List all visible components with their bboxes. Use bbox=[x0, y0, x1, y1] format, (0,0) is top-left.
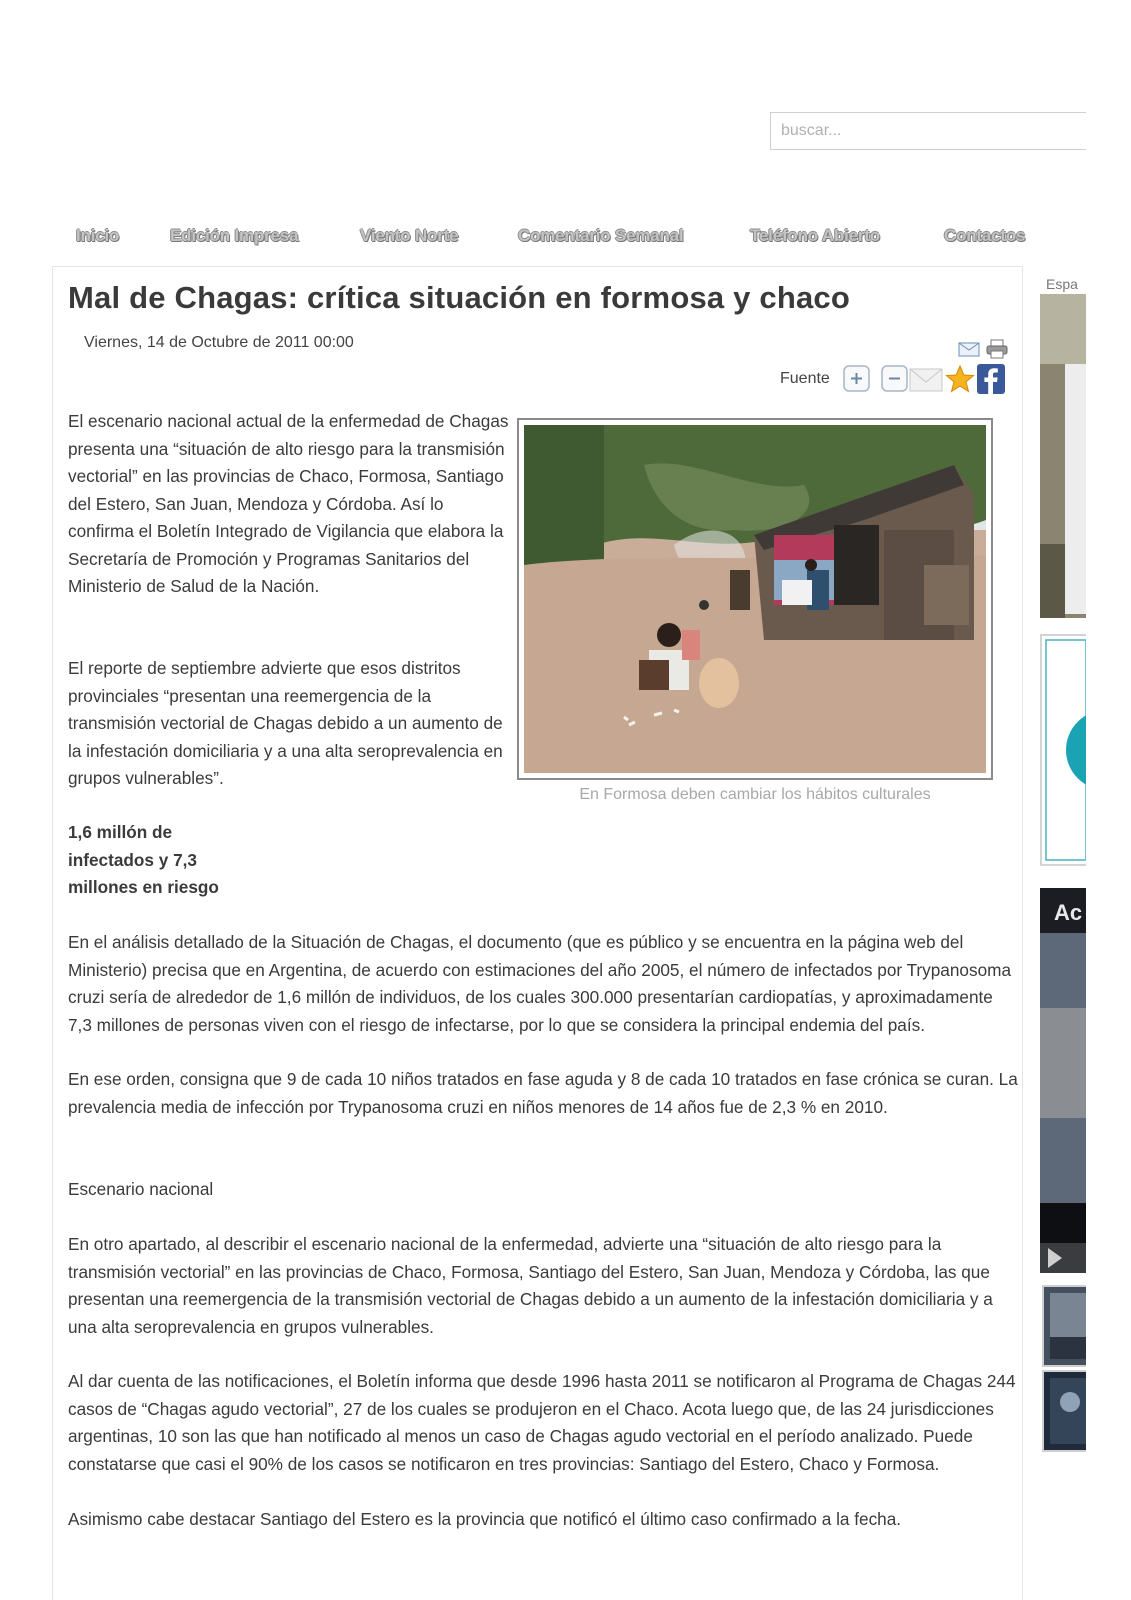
search-input[interactable] bbox=[770, 112, 1086, 150]
article-paragraph: El reporte de septiembre advierte que esos distritos provinciales “presentan una reemergencia de la transmisión vectorial de Chagas debido a un aumento de la infestación domiciliaria y a una alta seroprevalencia en grupos vulnerables”. bbox=[68, 658, 503, 788]
email-icon[interactable] bbox=[958, 342, 980, 357]
article-subheading: 1,6 millón de infectados y 7,3 millones en riesgo bbox=[68, 822, 219, 897]
envelope-icon[interactable] bbox=[908, 365, 944, 393]
facebook-icon[interactable] bbox=[977, 364, 1005, 394]
nav-item-telefono-abierto[interactable]: Teléfono Abierto bbox=[750, 226, 880, 245]
nav-item-inicio[interactable]: Inicio bbox=[76, 226, 120, 245]
nav-item-edicion-impresa[interactable]: Edición Impresa bbox=[170, 226, 299, 245]
article-paragraph: En otro apartado, al describir el escenario nacional de la enfermedad, advierte una “situación de alto riesgo para la transmisión vectorial” en las provincias de Chaco, Formosa, Santiago del Estero, San Juan, Mendoza y Córdoba, las que presentan una reemergencia de la transmisión vectorial de Chagas debido a un aumento de la infestación domiciliaria y a una alta seroprevalencia en grupos vulnerables. bbox=[68, 1234, 993, 1337]
video-thumbnail-image bbox=[1044, 1372, 1086, 1450]
sidebar-ad-banner[interactable] bbox=[1040, 634, 1086, 866]
video-thumbnail[interactable] bbox=[1042, 1285, 1086, 1367]
video-title: Ac bbox=[1054, 900, 1083, 925]
article-section-heading: Escenario nacional bbox=[68, 1179, 214, 1199]
sidebar-ad-image bbox=[1040, 294, 1086, 618]
sidebar-label: Espa bbox=[1046, 276, 1078, 292]
nav-item-contactos[interactable]: Contactos bbox=[944, 226, 1026, 245]
font-increase-icon[interactable] bbox=[843, 365, 870, 392]
font-decrease-icon[interactable] bbox=[881, 365, 908, 392]
article-photo bbox=[517, 418, 993, 780]
article-paragraph: En el análisis detallado de la Situación de Chagas, el documento (que es público y se encuentra en la página web del Ministerio) precisa que en Argentina, de acuerdo con estimaciones del año 2005, el número de infectados por Trypanosoma cruzi sería de alrededor de 1,6 millón de individuos, de los cuales 300.000 presentarían cardiopatías, y aproximadamente 7,3 millones de personas viven con el riesgo de infectarse, por lo que se considera la principal endemia del país. bbox=[68, 932, 1012, 1035]
video-thumbnail[interactable] bbox=[1042, 1370, 1086, 1452]
sidebar-banner-graphic bbox=[1042, 636, 1086, 864]
main-navigation bbox=[0, 226, 1131, 256]
video-thumbnail-image bbox=[1044, 1287, 1086, 1365]
nav-item-viento-norte[interactable]: Viento Norte bbox=[360, 226, 459, 245]
video-frame bbox=[1040, 888, 1086, 1273]
article-paragraph: Asimismo cabe destacar Santiago del Estero es la provincia que notificó el último caso confirmado a la fecha. bbox=[68, 1509, 902, 1529]
sidebar-video-player[interactable] bbox=[1040, 888, 1086, 1273]
article-date: Viernes, 14 de Octubre de 2011 00:00 bbox=[84, 334, 354, 351]
article-paragraph: Al dar cuenta de las notificaciones, el Boletín informa que desde 1996 hasta 2011 se notificaron al Programa de Chagas 244 casos de “Chagas agudo vectorial”, 27 de los cuales se produjeron en el Chaco. Acota luego que, de las 24 jurisdicciones argentinas, 10 son las que han notificado al menos un caso de Chagas agudo vectorial en el período analizado. Puede constatarse que casi el 90% de los casos se notificaron en tres provincias: Santiago del Estero, Chaco y Formosa. bbox=[68, 1371, 1016, 1474]
photo-caption: En Formosa deben cambiar los hábitos culturales bbox=[579, 786, 931, 803]
article-title: Mal de Chagas: crítica situación en formosa y chaco bbox=[68, 280, 850, 315]
article-paragraph: En ese orden, consigna que 9 de cada 10 niños tratados en fase aguda y 8 de cada 10 tratados en fase crónica se curan. La prevalencia media de infección por Trypanosoma cruzi en niños menores de 14 años fue de 2,3 % en 2010. bbox=[68, 1069, 1018, 1117]
article-photo-image bbox=[524, 425, 986, 773]
nav-item-comentario-semanal[interactable]: Comentario Semanal bbox=[518, 226, 684, 245]
favorite-star-icon[interactable] bbox=[945, 364, 975, 394]
article-paragraph: El escenario nacional actual de la enfermedad de Chagas presenta una “situación de alto riesgo para la transmisión vectorial” en las provincias de Chaco, Formosa, Santiago del Estero, San Juan, Mendoza y Córdoba. Así lo confirma el Boletín Integrado de Vigilancia que elabora la Secretaría de Promoción y Programas Sanitarios del Ministerio de Salud de la Nación. bbox=[68, 411, 509, 596]
font-size-label: Fuente bbox=[780, 370, 830, 387]
print-icon[interactable] bbox=[986, 339, 1008, 359]
sidebar-ad-photo bbox=[1040, 294, 1086, 618]
